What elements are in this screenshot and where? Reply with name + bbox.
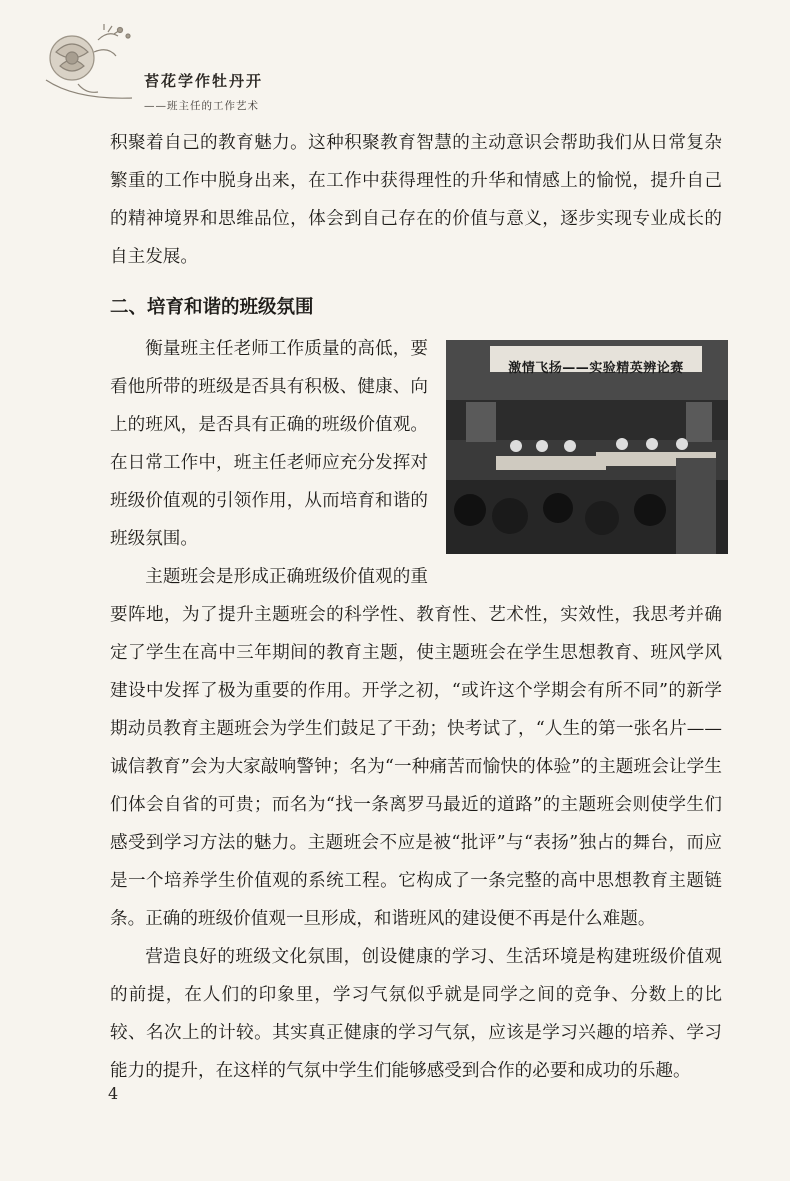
- book-title: 苔花学作牡丹开: [144, 72, 264, 90]
- debate-photo: [446, 340, 728, 554]
- photo-banner-text: 激情飞扬——实验精英辨论赛: [508, 361, 684, 376]
- section-heading: 二、培育和谐的班级氛围: [110, 297, 314, 318]
- running-header: [38, 22, 298, 112]
- paragraph-continued: 积聚着自己的教育魅力。这种积聚教育智慧的主动意识会帮助我们从日常复杂繁重的工作中脱身出来，在工作中获得理性的升华和情感上的愉悦，提升自己的精神境界和思维品位，体会到自己存在的价值与意义，逐步实现专业成长的自主发展。: [110, 133, 722, 267]
- book-subtitle: ——班主任的工作艺术: [144, 100, 259, 112]
- paragraph: 主题班会是形成正确班级价值观的重要阵地，为了提升主题班会的科学性、教育性、艺术性，实效性，我思考并确定了学生在高中三年期间的教育主题，使主题班会在学生思想教育、班风学风建设中发挥了极为重要的作用。开学之初，“或许这个学期会有所不同”的新学期动员教育主题班会为学生们鼓足了干劲；快考试了，“人生的第一张名片——诚信教育”会为大家敲响警钟；名为“一种痛苦而愉快的体验”的主题班会让学生们体会自省的可贵；而名为“找一条离罗马最近的道路”的主题班会则使学生们感受到学习方法的魅力。主题班会不应是被“批评”与“表扬”独占的舞台，而应是一个培养学生价值观的系统工程。它构成了一条完整的高中思想教育主题链条。正确的班级价值观一旦形成，和谐班风的建设便不再是什么难题。: [110, 567, 722, 929]
- paragraph: 营造良好的班级文化氛围，创设健康的学习、生活环境是构建班级价值观的前提，在人们的印象里，学习气氛似乎就是同学之间的竞争、分数上的比较、名次上的计较。其实真正健康的学习气氛，应该是学习兴趣的培养、学习能力的提升，在这样的气氛中学生们能够感受到合作的必要和成功的乐趣。: [110, 947, 722, 1081]
- body-text: [110, 124, 722, 1090]
- page-number: 4: [108, 1084, 119, 1103]
- paragraph: 衡量班主任老师工作质量的高低，要看他所带的班级是否具有积极、健康、向上的班风，是否具有正确的班级价值观。在日常工作中，班主任老师应充分发挥对班级价值观的引领作用，从而培育和谐的班级氛围。: [110, 339, 428, 549]
- peony-ornament-icon: [38, 22, 148, 112]
